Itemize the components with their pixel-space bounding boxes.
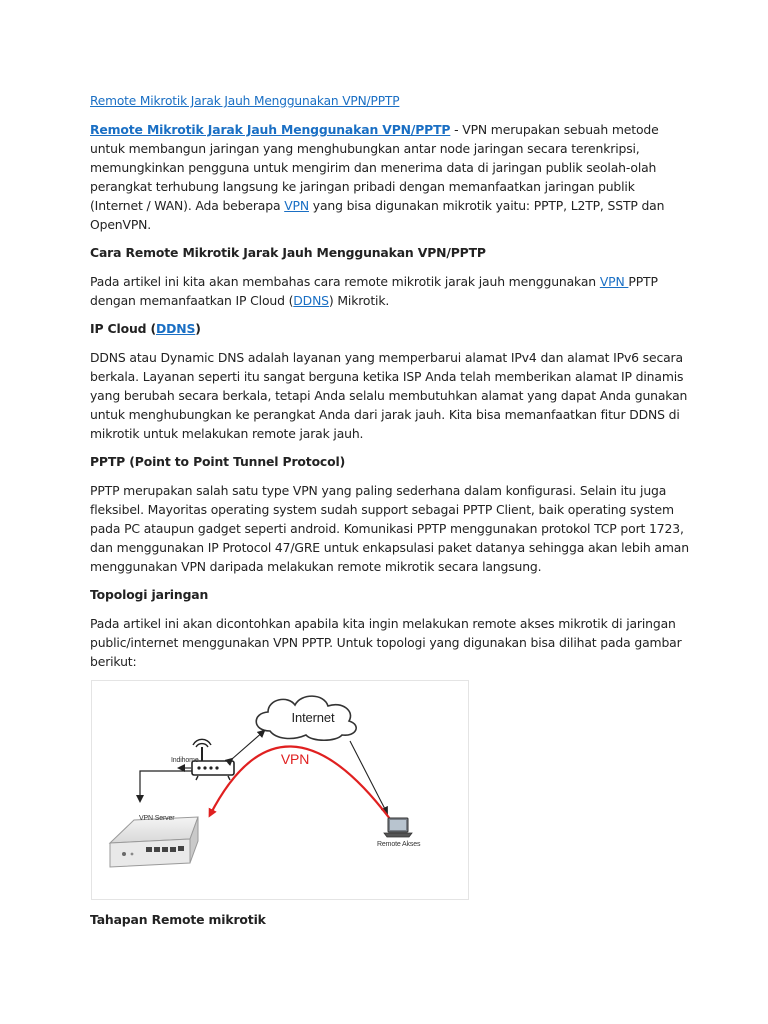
remote-label: Remote Akses [377,841,421,848]
heading-pptp: PPTP (Point to Point Tunnel Protocol) [90,454,346,469]
para1-text-3: ) Mikrotik. [328,293,390,308]
paragraph-ddns: DDNS atau Dynamic DNS adalah layanan yang memperbarui alamat IPv4 dan alamat IPv6 secara berkala. Layanan seperti itu sangat berguna ketika ISP Anda telah memberikan alamat IP dinamis yang berubah secara berkala, tetapi Anda selalu membutuhkan alamat yang dapat Anda gunakan untuk menghubungkan ke perangkat Anda dari jarak jauh. Kita bisa memanfaatkan fitur DDNS di mikrotik untuk melakukan remote jarak jauh. [90,350,688,441]
paragraph-pptp-ddns [90,272,690,310]
topology-diagram [92,681,468,899]
intro-text-2: yang bisa digunakan mikrotik yaitu: PPTP, L2TP, SSTP dan OpenVPN. [90,198,665,232]
heading-tahapan: Tahapan Remote mikrotik [90,912,266,927]
intro-text-1: - VPN merupakan sebuah metode untuk membangun jaringan yang menghubungkan antar node jaringan secara terenkripsi, memungkinkan pengguna untuk mengirim dan menerima data di jaringan publik seolah-olah perangkat terhubung langsung ke jaringan pribadi dengan memanfaatkan jaringan publik (Internet / WAN). Ada beberapa [90,122,659,213]
internet-label: Internet [291,710,335,725]
paragraph-topologi: Pada artikel ini akan dicontohkan apabila kita ingin melakukan remote akses mikrotik di jaringan public/internet menggunakan VPN PPTP. Untuk topologi yang digunakan bisa dilihat pada gambar berikut: [90,616,682,669]
para1-vpn-link[interactable]: VPN [599,274,629,289]
top-link-paragraph [90,92,690,111]
laptop-icon [384,818,412,837]
top-article-link[interactable]: Remote Mikrotik Jarak Jauh Menggunakan VPN/PPTP [90,94,400,108]
router-server-link [140,771,192,801]
heading2-ddns-link[interactable]: DDNS [156,321,196,336]
para1-text-1: Pada artikel ini kita akan membahas cara remote mikrotik jarak jauh menggunakan [90,274,600,289]
paragraph-pptp: PPTP merupakan salah satu type VPN yang paling sederhana dalam konfigurasi. Selain itu juga fleksibel. Mayoritas operating system sudah support sebagai PPTP Client, baik operating system pada PC ataupun gadget seperti android. Komunikasi PPTP menggunakan protokol TCP port 1723, dan menggunakan IP Protocol 47/GRE untuk enkapsulasi paket datanya sehingga akan lebih aman menggunakan VPN daripada melakukan remote mikrotik secara langsung. [90,483,689,574]
topology-figure [91,680,469,900]
heading2-text-1: IP Cloud ( [90,321,157,336]
para1-text-2: PPTP dengan memanfaatkan IP Cloud ( [90,274,658,308]
para1-ddns-link[interactable]: DDNS [293,293,329,308]
heading-cara-remote: Cara Remote Mikrotik Jarak Jauh Menggunakan VPN/PPTP [90,245,486,260]
vpn-label: VPN [280,751,310,767]
intro-paragraph [90,120,690,234]
vpn-server-icon [110,817,198,867]
heading-ip-cloud [90,319,690,338]
cloud-remote-link [350,741,387,813]
article-body [90,92,690,939]
indihome-label: Indihome [171,757,199,764]
heading-topologi: Topologi jaringan [90,587,209,602]
intro-vpn-link[interactable]: VPN [284,198,309,213]
heading2-text-2: ) [195,321,201,336]
intro-title-link[interactable]: Remote Mikrotik Jarak Jauh Menggunakan VPN/PPTP [90,122,451,137]
vpn-server-label: VPN Server [139,815,175,822]
